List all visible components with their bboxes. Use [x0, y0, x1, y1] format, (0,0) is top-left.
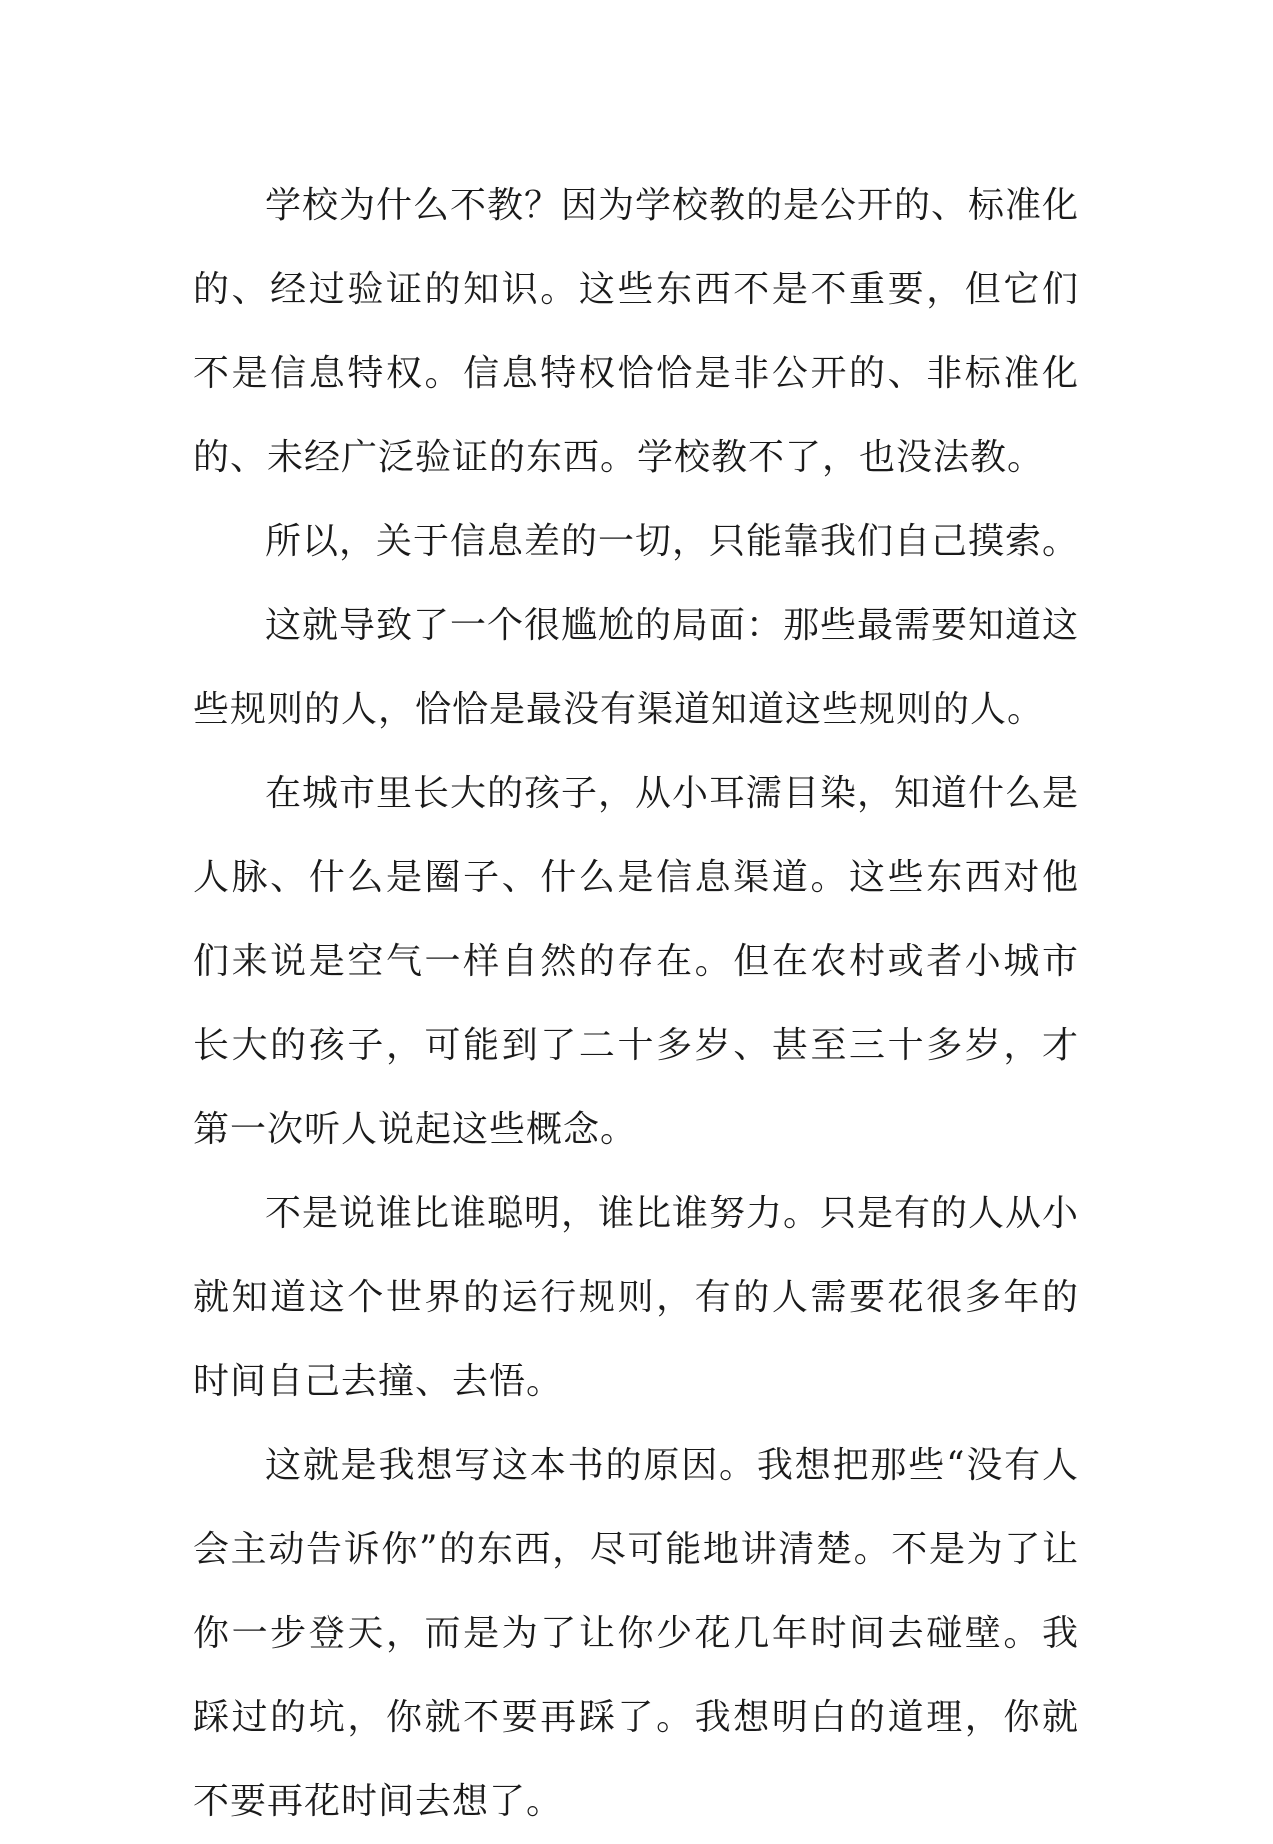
body-text: [193, 164, 1079, 1844]
paragraph-1: 学校为什么不教？因为学校教的是公开的、标准化的、经过验证的知识。这些东西不是不重要，但它们不是信息特权。信息特权恰恰是非公开的、非标准化的、未经广泛验证的东西。学校教不了，也没法教。: [193, 185, 1080, 478]
paragraph-2: 所以，关于信息差的一切，只能靠我们自己摸索。: [265, 521, 1080, 562]
paragraph-6: 这就是我想写这本书的原因。我想把那些“没有人会主动告诉你”的东西，尽可能地讲清楚。不是为了让你一步登天，而是为了让你少花几年时间去碰壁。我踩过的坑，你就不要再踩了。我想明白的道理，你就不要再花时间去想了。: [193, 1445, 1079, 1822]
paragraph-5: 不是说谁比谁聪明，谁比谁努力。只是有的人从小就知道这个世界的运行规则，有的人需要花很多年的时间自己去撞、去悟。: [193, 1193, 1080, 1402]
paragraph-3: 这就导致了一个很尴尬的局面：那些最需要知道这些规则的人，恰恰是最没有渠道知道这些规则的人。: [193, 605, 1080, 730]
paragraph-4: 在城市里长大的孩子，从小耳濡目染，知道什么是人脉、什么是圈子、什么是信息渠道。这些东西对他们来说是空气一样自然的存在。但在农村或者小城市长大的孩子，可能到了二十多岁、甚至三十多岁，才第一次听人说起这些概念。: [193, 773, 1080, 1150]
